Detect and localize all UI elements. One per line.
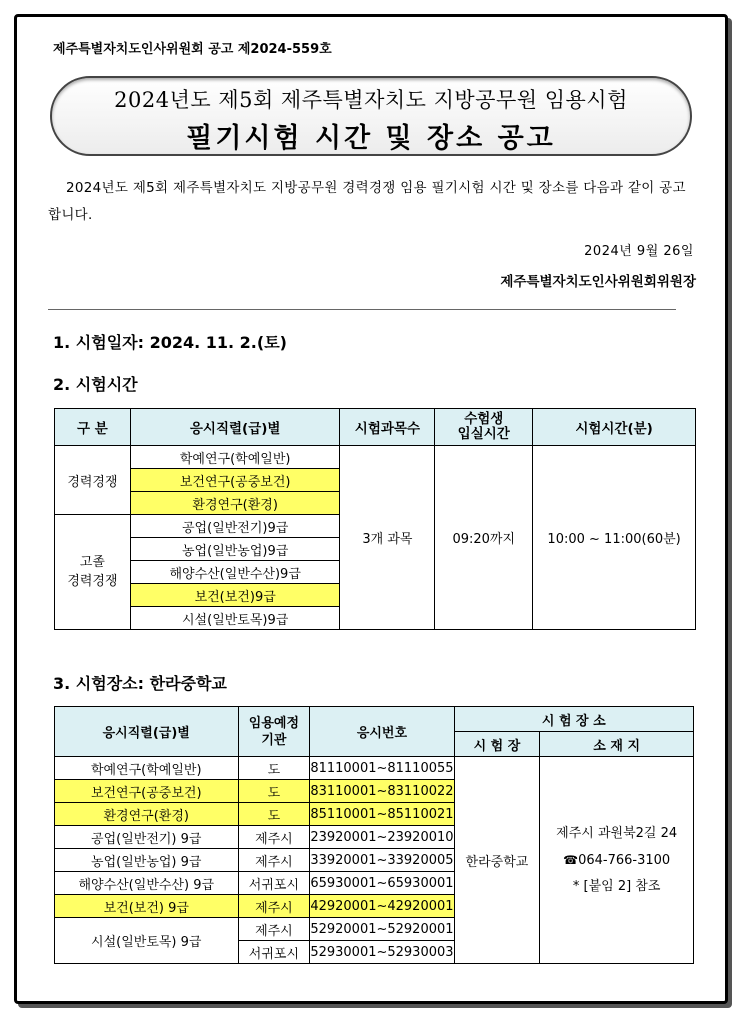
header-category: 구 분 <box>55 409 131 446</box>
series-cell: 해양수산(일반수산) 9급 <box>55 872 239 895</box>
table-row <box>55 446 696 469</box>
title-box <box>50 76 692 156</box>
group-highschool-career: 고졸 경력경쟁 <box>55 515 131 630</box>
agency-cell: 제주시 <box>238 895 310 918</box>
series-cell: 해양수산(일반수산)9급 <box>130 561 340 584</box>
series-cell: 공업(일반전기)9급 <box>130 515 340 538</box>
agency-cell: 도 <box>238 780 310 803</box>
header-venue: 시 험 장 <box>454 732 540 757</box>
table-header-row <box>55 409 696 446</box>
announcement-date: 2024년 9월 26일 <box>584 244 694 259</box>
series-cell: 시설(일반토목)9급 <box>130 607 340 630</box>
agency-cell: 제주시 <box>238 826 310 849</box>
exam-time-table <box>54 408 696 630</box>
phone-text: 064-766-3100 <box>578 852 671 868</box>
series-cell: 보건(보건)9급 <box>130 584 340 607</box>
header-exam-time: 시험시간(분) <box>533 409 696 446</box>
table-header-row <box>55 707 694 732</box>
group-career: 경력경쟁 <box>55 446 131 515</box>
series-cell: 학예연구(학예일반) <box>55 757 239 780</box>
series-cell: 보건연구(공중보건) <box>130 469 340 492</box>
agency-cell: 도 <box>238 803 310 826</box>
venue-cell: 한라중학교 <box>454 757 540 964</box>
section-exam-place: 3. 시험장소: 한라중학교 <box>53 674 227 693</box>
exam-place-table <box>54 706 694 964</box>
series-cell: 보건(보건) 9급 <box>55 895 239 918</box>
agency-cell: 제주시 <box>238 849 310 872</box>
header-address: 소 재 지 <box>540 732 694 757</box>
number-cell: 42920001~42920001 <box>310 895 454 918</box>
entry-time-cell: 09:20까지 <box>435 446 533 630</box>
header-number: 응시번호 <box>310 707 454 757</box>
number-cell: 65930001~65930001 <box>310 872 454 895</box>
announcement-number: 제주특별자치도인사위원회 공고 제2024-559호 <box>53 42 332 57</box>
number-cell: 83110001~83110022 <box>310 780 454 803</box>
header-series: 응시직렬(급)별 <box>55 707 239 757</box>
series-cell: 농업(일반농업)9급 <box>130 538 340 561</box>
subjects-cell: 3개 과목 <box>340 446 435 630</box>
header-agency: 임용예정 기관 <box>238 707 310 757</box>
number-cell: 52920001~52920001 <box>310 918 454 941</box>
title-line1: 2024년도 제5회 제주특별자치도 지방공무원 임용시험 <box>114 88 628 112</box>
series-cell: 농업(일반농업) 9급 <box>55 849 239 872</box>
exam-time-cell: 10:00 ~ 11:00(60분) <box>533 446 696 630</box>
note-text: * [붙임 2] 참조 <box>572 878 661 894</box>
telephone-icon: ☎ <box>563 852 579 867</box>
header-subjects: 시험과목수 <box>340 409 435 446</box>
agency-cell: 도 <box>238 757 310 780</box>
number-cell: 81110001~81110055 <box>310 757 454 780</box>
header-series: 응시직렬(급)별 <box>130 409 340 446</box>
number-cell: 23920001~23920010 <box>310 826 454 849</box>
agency-cell: 서귀포시 <box>238 872 310 895</box>
title-line2: 필기시험 시간 및 장소 공고 <box>186 123 556 154</box>
header-entry-time: 수험생 입실시간 <box>435 409 533 446</box>
series-cell: 시설(일반토목) 9급 <box>55 918 239 964</box>
number-cell: 85110001~85110021 <box>310 803 454 826</box>
series-cell: 보건연구(공중보건) <box>55 780 239 803</box>
phone-line <box>540 847 693 874</box>
agency-cell: 서귀포시 <box>238 941 310 964</box>
header-exam-place: 시 험 장 소 <box>454 707 693 732</box>
series-cell: 학예연구(학예일반) <box>130 446 340 469</box>
series-cell: 환경연구(환경) <box>55 803 239 826</box>
series-cell: 환경연구(환경) <box>130 492 340 515</box>
address-text: 제주시 과원북2길 24 <box>556 825 678 841</box>
table-row <box>55 757 694 780</box>
section-exam-time: 2. 시험시간 <box>53 375 138 394</box>
divider <box>48 309 676 310</box>
number-cell: 52930001~52930003 <box>310 941 454 964</box>
number-cell: 33920001~33920005 <box>310 849 454 872</box>
series-cell: 공업(일반전기) 9급 <box>55 826 239 849</box>
agency-cell: 제주시 <box>238 918 310 941</box>
signer: 제주특별자치도인사위원회위원장 <box>500 274 696 290</box>
address-cell <box>540 757 694 964</box>
intro-text: 2024년도 제5회 제주특별자치도 지방공무원 경력경쟁 임용 필기시험 시간 및 장소를 다음과 같이 공고합니다. <box>48 180 686 223</box>
section-exam-date: 1. 시험일자: 2024. 11. 2.(토) <box>53 333 287 352</box>
